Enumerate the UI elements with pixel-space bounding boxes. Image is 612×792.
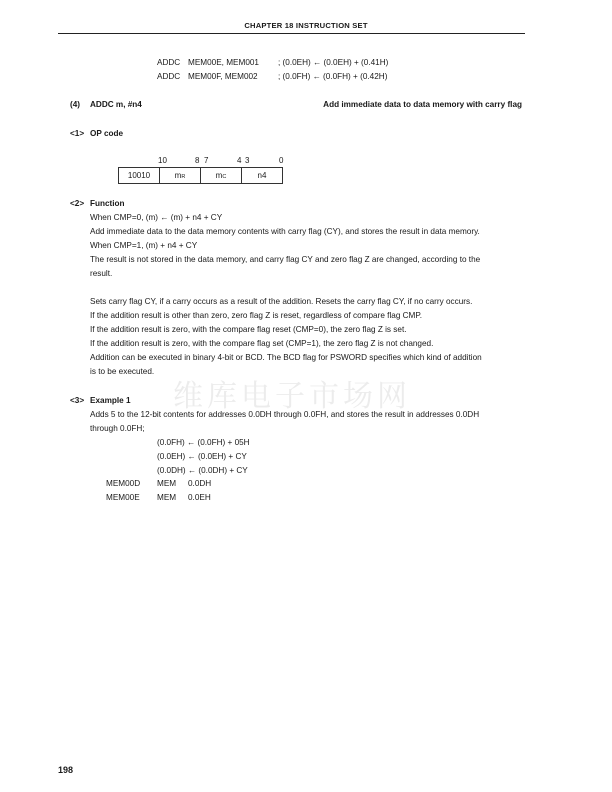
code-addr: 0.0EH bbox=[188, 493, 211, 502]
section-title: ADDC m, #n4 bbox=[90, 100, 142, 109]
function-heading-number: <2> bbox=[70, 199, 85, 208]
function-line: If the addition result is zero, with the compare flag reset (CMP=0), the zero flag Z is set. bbox=[90, 325, 407, 334]
watermark: 维库电子市场网 bbox=[173, 379, 411, 414]
opcode-heading: OP code bbox=[90, 129, 124, 138]
function-heading: Function bbox=[90, 199, 125, 208]
header-rule bbox=[58, 33, 525, 34]
function-line: When CMP=1, (m) + n4 + CY bbox=[90, 241, 198, 250]
code-operands: MEM00E, MEM001 bbox=[188, 58, 259, 67]
example-line: through 0.0FH; bbox=[90, 424, 145, 433]
chapter-header: CHAPTER 18 INSTRUCTION SET bbox=[244, 21, 368, 30]
code-label: MEM00D bbox=[106, 479, 141, 488]
function-line: Addition can be executed in binary 4-bit or BCD. The BCD flag for PSWORD specifies which kind of addition bbox=[90, 353, 482, 362]
example-line: Adds 5 to the 12-bit contents for addresses 0.0DH through 0.0FH, and stores the result in addresses 0.0DH bbox=[90, 410, 480, 419]
function-line: If the addition result is zero, with the compare flag set (CMP=1), the zero flag Z is not changed. bbox=[90, 339, 434, 348]
function-line: When CMP=0, (m) ← (m) + n4 + CY bbox=[90, 213, 223, 222]
code-comment: ; (0.0EH) ← (0.0EH) + (0.41H) bbox=[278, 58, 389, 67]
opcode-heading-number: <1> bbox=[70, 129, 85, 138]
section-description: Add immediate data to data memory with carry flag bbox=[323, 100, 522, 109]
formula-line: (0.0DH) ← (0.0DH) + CY bbox=[157, 466, 248, 475]
bit-number: 8 bbox=[195, 156, 200, 165]
bit-number: 7 bbox=[204, 156, 209, 165]
bit-number: 0 bbox=[279, 156, 284, 165]
formula-line: (0.0FH) ← (0.0FH) + 05H bbox=[157, 438, 250, 447]
formula-line: (0.0EH) ← (0.0EH) + CY bbox=[157, 452, 247, 461]
function-line bbox=[90, 281, 482, 295]
example-formulas bbox=[157, 436, 250, 478]
code-op: MEM bbox=[157, 493, 177, 502]
opcode-table bbox=[118, 167, 283, 184]
code-op: MEM bbox=[157, 479, 177, 488]
function-line: The result is not stored in the data memory, and carry flag CY and zero flag Z are changed, according to the bbox=[90, 255, 481, 264]
opcode-field: 10010 bbox=[119, 168, 160, 184]
function-line: Add immediate data to the data memory contents with carry flag (CY), and stores the result in data memory. bbox=[90, 227, 480, 236]
example-heading-number: <3> bbox=[70, 396, 85, 405]
page-number: 198 bbox=[58, 765, 74, 775]
code-mnemonic: ADDC bbox=[157, 58, 181, 67]
function-line: If the addition result is other than zero, zero flag Z is reset, regardless of compare flag CMP. bbox=[90, 311, 423, 320]
bit-number: 3 bbox=[245, 156, 250, 165]
opcode-field: mC bbox=[201, 168, 242, 184]
bit-number: 4 bbox=[237, 156, 242, 165]
code-operands: MEM00F, MEM002 bbox=[188, 72, 258, 81]
code-mnemonic: ADDC bbox=[157, 72, 181, 81]
section-number: (4) bbox=[70, 100, 81, 109]
opcode-field: n4 bbox=[242, 168, 283, 184]
function-text bbox=[90, 211, 482, 379]
example-text bbox=[90, 408, 479, 436]
function-line: Sets carry flag CY, if a carry occurs as a result of the addition. Resets the carry flag CY, if no carry occurs. bbox=[90, 297, 473, 306]
example-heading: Example 1 bbox=[90, 396, 131, 405]
opcode-field: mR bbox=[160, 168, 201, 184]
code-addr: 0.0DH bbox=[188, 479, 212, 488]
code-comment: ; (0.0FH) ← (0.0FH) + (0.42H) bbox=[278, 72, 388, 81]
bit-number: 10 bbox=[158, 156, 167, 165]
code-label: MEM00E bbox=[106, 493, 140, 502]
function-line: result. bbox=[90, 269, 113, 278]
function-line: is to be executed. bbox=[90, 367, 155, 376]
